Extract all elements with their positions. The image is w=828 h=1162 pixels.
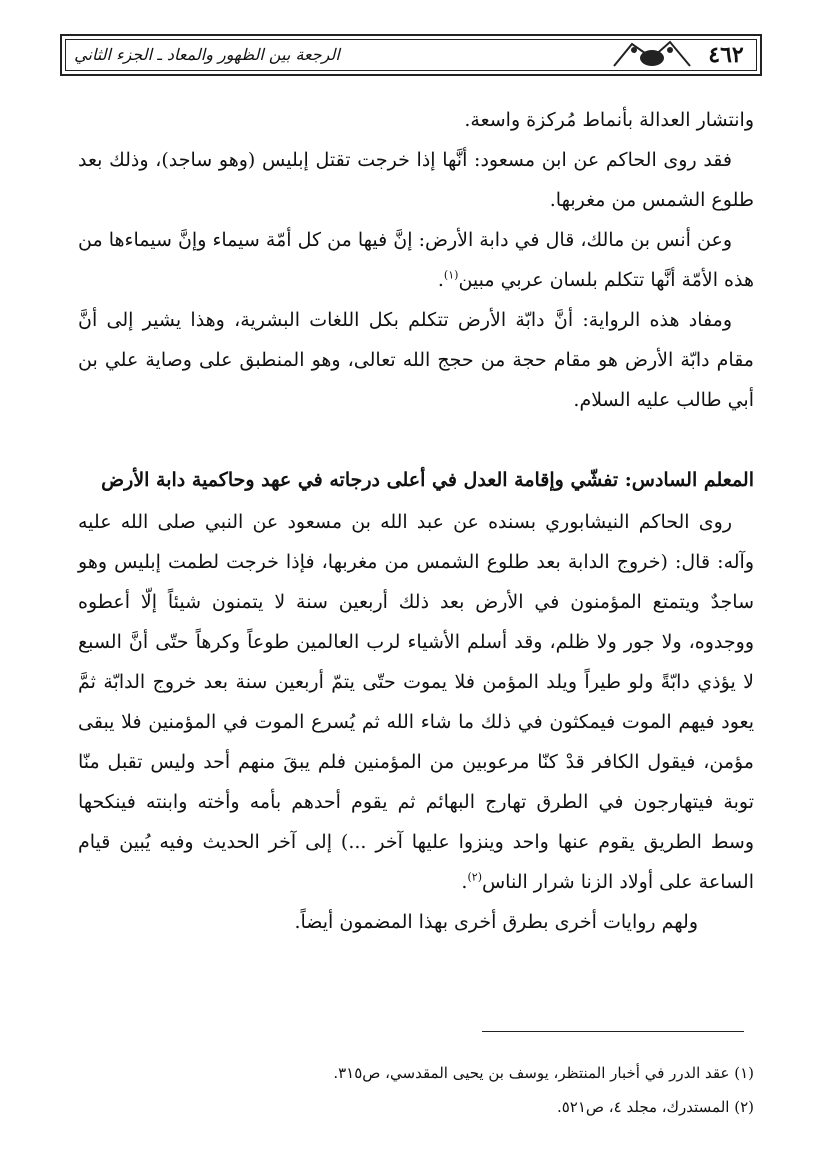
footnote-marker: (١) [443, 268, 459, 282]
footnote-marker: (٢) [467, 870, 482, 884]
hadith-paragraph: روى الحاكم النيشابوري بسنده عن عبد الله بن مسعود عن النبي صلى الله عليه وآله: قال: (خروج الدابة بعد طلوع الشمس من مغربها، فإذا خرجت لطمت إبليس وهو ساجدٌ ويتمتع المؤمنون في الأرض بعد ذلك أربعين سنة لا يتمنون شيئاً إلّا أعطوه ووجدوه، ولا جور ولا ظلم، وقد أسلم الأشياء لرب العالمين طوعاً وكرهاً حتّى أنَّ السبع لا يؤذي دابّةً ولو طيراً ويلد المؤمن فلا يموت حتّى يتمّ أربعين سنة بعد خروج الدابّة ثمَّ يعود فيهم الموت فيمكثون في ذلك ما شاء الله ثم يُسرع الموت في المؤمنين فلا يبقى مؤمن، فيقول الكافر قدْ كنّا مرعوبين من المؤمنين فلم يبقَ منهم أحد وليس تقبل منّا توبة فيتهارجون في الطرق تهارج البهائم ثم يقوم أحدهم بأمه وأخته وابنته فينكحها وسط الطريق يقوم عنها واحد وينزوا عليها آخر ...) إلى آخر الحديث وفيه يُبين قيام الساعة على أولاد الزنا شرار الناس$^{(٢)}$. [78, 511, 755, 893]
footnote: (٢) المستدرك، مجلد ٤، ص٥٢١. [556, 1098, 754, 1116]
paragraph-text: وعن أنس بن مالك، قال في دابة الأرض: إنَّ فيها من كل أمّة سيماء وإنَّ سيماءها من هذه الأمّة أنَّها تتكلم بلسان عربي مبين [78, 229, 754, 291]
footnotes [300, 1056, 754, 1124]
hadith-text: روى الحاكم النيشابوري بسنده عن عبد الله بن مسعود عن النبي صلى الله عليه وآله: قال: (خروج الدابة بعد طلوع الشمس من مغربها، فإذا خرجت لطمت إبليس وهو ساجدٌ ويتمتع المؤمنون في الأرض بعد ذلك أربعين سنة لا يتمنون شيئاً إلّا أعطوه ووجدوه، ولا جور ولا ظلم، وقد أسلم الأشياء لرب العالمين طوعاً وكرهاً حتّى أنَّ السبع لا يؤذي دابّةً ولو طيراً ويلد المؤمن فلا يموت حتّى يتمّ أربعين سنة بعد خروج الدابّة ثمَّ يعود فيهم الموت فيمكثون في ذلك ما شاء الله ثم يُسرع الموت في المؤمنين فلا يبقى مؤمن، فيقول الكافر قدْ كنّا مرعوبين من المؤمنين فلم يبقَ منهم أحد وليس تقبل منّا توبة فيتهارجون في الطرق تهارج البهائم ثم يقوم أحدهم بأمه وأخته وابنته فينكحها وسط الطريق يقوم عنها واحد وينزوا عليها آخر ...) إلى آخر الحديث وفيه يُبين قيام الساعة على أولاد الزنا شرار الناس [78, 511, 755, 893]
page-header [60, 34, 762, 76]
paragraph: فقد روى الحاكم عن ابن مسعود: أنَّها إذا خرجت تقتل إبليس (وهو ساجد)، وذلك بعد طلوع الشمس من مغربها. [78, 149, 754, 211]
section-heading: المعلم السادس: تفشّي وإقامة العدل في أعلى درجاته في عهد وحاكمية دابة الأرض [101, 469, 754, 491]
paragraph: وانتشار العدالة بأنماط مُركزة واسعة. [464, 109, 754, 131]
footnote: (١) عقد الدرر في أخبار المنتظر، يوسف بن يحيى المقدسي، ص٣١٥. [333, 1064, 754, 1082]
paragraph: ومفاد هذه الرواية: أنَّ دابّة الأرض تتكلم بكل اللغات البشرية، وهذا يشير إلى أنَّ مقام دابّة الأرض هو مقام حجة من حجج الله تعالى، وهو المنطبق على وصاية علي بن أبي طالب عليه السلام. [78, 309, 754, 411]
main-text [78, 100, 754, 942]
page-number: ٤٦٢ [708, 42, 744, 68]
ornament-icon [612, 36, 692, 74]
running-title: الرجعة بين الظهور والمعاد ـ الجزء الثاني [74, 45, 340, 64]
closing-paragraph: ولهم روايات أخرى بطرق أخرى بهذا المضمون أيضاً. [294, 911, 698, 933]
footnote-divider [482, 1031, 744, 1032]
paragraph: وعن أنس بن مالك، قال في دابة الأرض: إنَّ فيها من كل أمّة سيماء وإنَّ سيماءها من هذه الأمّة أنَّها تتكلم بلسان عربي مبين$^{(١)}$. [78, 229, 754, 291]
